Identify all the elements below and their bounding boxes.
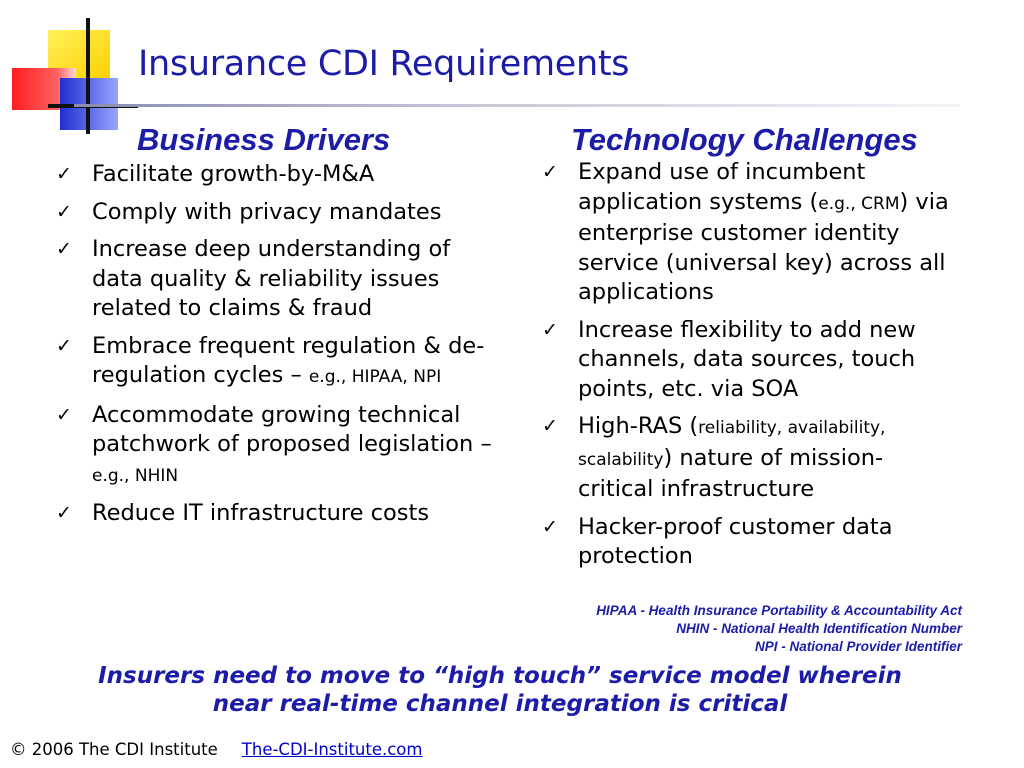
list-item: ✓ Hacker-proof customer data protection bbox=[542, 513, 893, 569]
logo-vertical-line bbox=[86, 18, 90, 134]
title-divider bbox=[74, 104, 960, 107]
list-item: ✓ Embrace frequent regulation & de-regulation cycles – e.g., HIPAA, NPI bbox=[56, 332, 485, 388]
list-item: ✓ Reduce IT infrastructure costs bbox=[54, 499, 504, 529]
list-item: ✓ Increase flexibility to add new channels, data sources, touch points, etc. via SOA bbox=[542, 316, 916, 402]
key-message-line-1: Insurers need to move to “high touch” service model wherein bbox=[98, 663, 902, 689]
business-drivers-list bbox=[54, 160, 504, 537]
footer bbox=[10, 740, 422, 759]
list-item: ✓ Comply with privacy mandates bbox=[54, 198, 504, 228]
website-link[interactable]: The-CDI-Institute.com bbox=[241, 740, 423, 759]
technology-challenges-list bbox=[540, 158, 950, 580]
business-drivers-heading: Business Drivers bbox=[137, 122, 391, 157]
list-item: ✓ Increase deep understanding of data quality & reliability issues related to claims & fraud bbox=[56, 236, 451, 321]
key-message bbox=[30, 662, 970, 718]
technology-challenges-heading: Technology Challenges bbox=[571, 122, 918, 157]
definition-npi: NPI - National Provider Identifier bbox=[754, 639, 962, 654]
check-icon: ✓ bbox=[542, 318, 558, 341]
definition-hipaa: HIPAA - Health Insurance Portability & Accountability Act bbox=[596, 603, 962, 618]
decorative-logo bbox=[0, 0, 140, 140]
slide-title: Insurance CDI Requirements bbox=[138, 44, 630, 84]
check-icon: ✓ bbox=[542, 415, 558, 437]
list-item: ✓ Accommodate growing technical patchwork of proposed legislation – e.g., NHIN bbox=[56, 401, 492, 486]
definition-nhin: NHIN - National Health Identification Number bbox=[676, 621, 962, 636]
key-message-line-2: near real-time channel integration is critical bbox=[212, 691, 788, 717]
list-item: ✓ Facilitate growth-by-M&A bbox=[54, 160, 504, 190]
list-item: ✓ Expand use of incumbent application systems (e.g., CRM) via enterprise customer identity service (universal key) across all applications bbox=[542, 159, 949, 305]
list-item: ✓ High-RAS (reliability, availability, scalability) nature of mission-critical infrastructure bbox=[542, 413, 886, 502]
check-icon: ✓ bbox=[56, 403, 72, 426]
check-icon: ✓ bbox=[542, 161, 558, 183]
check-icon: ✓ bbox=[56, 334, 72, 357]
copyright-text: © 2006 The CDI Institute bbox=[10, 740, 218, 759]
check-icon: ✓ bbox=[56, 502, 72, 524]
check-icon: ✓ bbox=[56, 200, 72, 223]
acronym-definitions bbox=[596, 602, 962, 656]
check-icon: ✓ bbox=[56, 238, 72, 260]
check-icon: ✓ bbox=[542, 515, 558, 538]
check-icon: ✓ bbox=[56, 163, 72, 185]
